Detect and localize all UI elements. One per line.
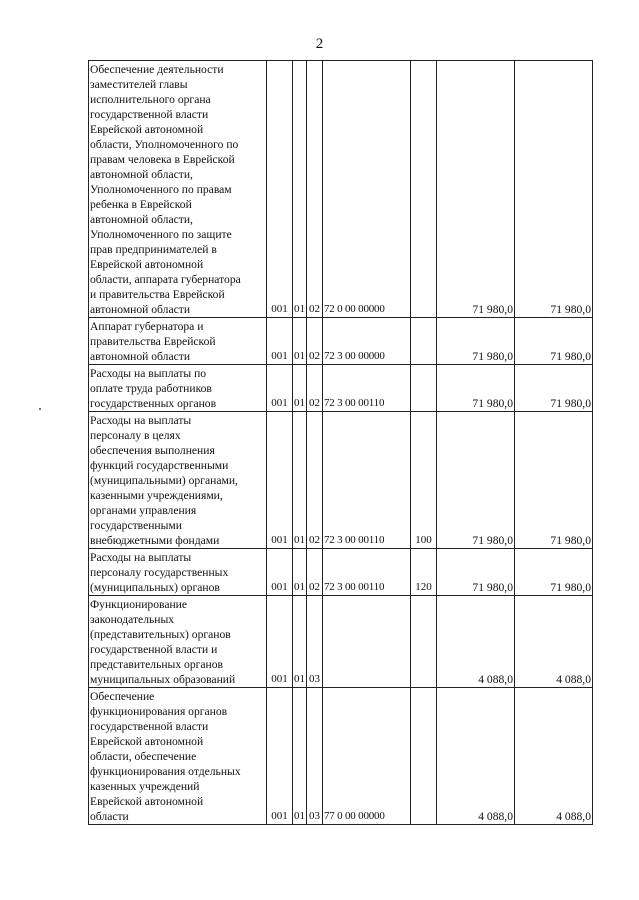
table-row	[89, 318, 593, 365]
scan-speck	[39, 408, 41, 410]
section-code-cell: 01	[293, 61, 307, 318]
page-number: 2	[315, 36, 324, 52]
target-code-cell: 72 3 00 00110	[323, 549, 411, 596]
amount-cell: 4 088,0	[437, 688, 515, 825]
subsection-code-cell: 02	[307, 365, 323, 412]
target-code-cell: 72 0 00 00000	[323, 61, 411, 318]
amount-cell: 71 980,0	[515, 412, 593, 549]
row-name-cell: Функционирование законодательных (представительных) органов государственной власти и представительных органов муниципальных образований	[89, 596, 267, 688]
target-code-cell: 72 3 00 00000	[323, 318, 411, 365]
subsection-code-cell: 02	[307, 549, 323, 596]
row-name-cell: Расходы на выплаты персоналу государственных (муниципальных) органов	[89, 549, 267, 596]
row-name-cell: Аппарат губернатора и правительства Еврейской автономной области	[89, 318, 267, 365]
table-row	[89, 365, 593, 412]
subsection-code-cell: 02	[307, 318, 323, 365]
ministry-code-cell: 001	[267, 61, 293, 318]
row-name-cell: Расходы на выплаты персоналу в целях обеспечения выполнения функций государственными (муниципальными) органами, казенными учреждениями, органами управления государственными внебюджетными фондами	[89, 412, 267, 549]
expense-type-cell	[411, 318, 437, 365]
target-code-cell: 72 3 00 00110	[323, 365, 411, 412]
subsection-code-cell: 02	[307, 61, 323, 318]
expense-type-cell	[411, 688, 437, 825]
expense-type-cell	[411, 365, 437, 412]
ministry-code-cell: 001	[267, 596, 293, 688]
amount-cell: 71 980,0	[515, 365, 593, 412]
section-code-cell: 01	[293, 412, 307, 549]
ministry-code-cell: 001	[267, 549, 293, 596]
amount-cell: 4 088,0	[437, 596, 515, 688]
table-row	[89, 549, 593, 596]
table-row	[89, 412, 593, 549]
amount-cell: 71 980,0	[437, 365, 515, 412]
budget-table	[88, 60, 593, 825]
subsection-code-cell: 03	[307, 596, 323, 688]
expense-type-cell	[411, 596, 437, 688]
expense-type-cell: 120	[411, 549, 437, 596]
amount-cell: 71 980,0	[437, 318, 515, 365]
table-row	[89, 688, 593, 825]
ministry-code-cell: 001	[267, 412, 293, 549]
expense-type-cell	[411, 61, 437, 318]
amount-cell: 71 980,0	[515, 318, 593, 365]
section-code-cell: 01	[293, 549, 307, 596]
amount-cell: 71 980,0	[437, 412, 515, 549]
target-code-cell: 77 0 00 00000	[323, 688, 411, 825]
amount-cell: 71 980,0	[515, 549, 593, 596]
ministry-code-cell: 001	[267, 365, 293, 412]
section-code-cell: 01	[293, 365, 307, 412]
section-code-cell: 01	[293, 318, 307, 365]
ministry-code-cell: 001	[267, 688, 293, 825]
target-code-cell	[323, 596, 411, 688]
table-row	[89, 596, 593, 688]
amount-cell: 71 980,0	[437, 61, 515, 318]
row-name-cell: Обеспечение функционирования органов государственной власти Еврейской автономной области, обеспечение функционирования отдельных казенных учреждений Еврейской автономной области	[89, 688, 267, 825]
table-row	[89, 61, 593, 318]
amount-cell: 71 980,0	[515, 61, 593, 318]
row-name-cell: Обеспечение деятельности заместителей главы исполнительного органа государственной власти Еврейской автономной области, Уполномоченного по правам человека в Еврейской автономной области, Уполномоченного по правам ребенка в Еврейской автономной области, Уполномоченного по защите прав предпринимателей в Еврейской автономной области, аппарата губернатора и правительства Еврейской автономной области	[89, 61, 267, 318]
ministry-code-cell: 001	[267, 318, 293, 365]
subsection-code-cell: 03	[307, 688, 323, 825]
target-code-cell: 72 3 00 00110	[323, 412, 411, 549]
amount-cell: 71 980,0	[437, 549, 515, 596]
section-code-cell: 01	[293, 596, 307, 688]
subsection-code-cell: 02	[307, 412, 323, 549]
expense-type-cell: 100	[411, 412, 437, 549]
amount-cell: 4 088,0	[515, 688, 593, 825]
section-code-cell: 01	[293, 688, 307, 825]
amount-cell: 4 088,0	[515, 596, 593, 688]
row-name-cell: Расходы на выплаты по оплате труда работников государственных органов	[89, 365, 267, 412]
